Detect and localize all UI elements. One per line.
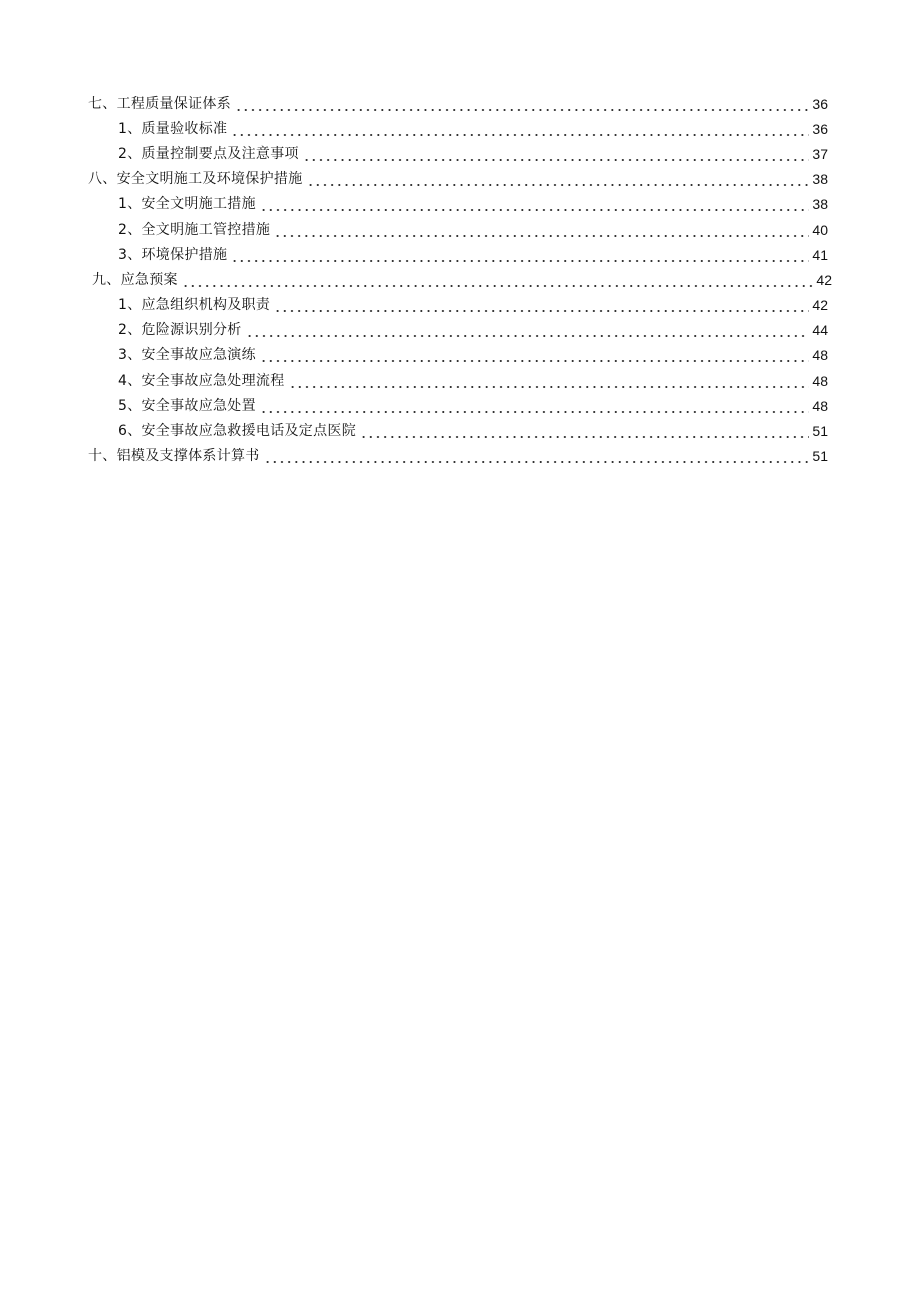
toc-entry-9-1[interactable] bbox=[0, 293, 920, 318]
toc-entry-page-number: 36 bbox=[812, 95, 828, 112]
dot-leader bbox=[231, 246, 809, 264]
toc-entry-9-2[interactable] bbox=[0, 318, 920, 343]
toc-entry-label: 6、安全事故应急救援电话及定点医院 bbox=[118, 423, 357, 440]
dot-leader bbox=[274, 296, 809, 314]
toc-entry-7-1[interactable] bbox=[0, 116, 920, 141]
dot-leader bbox=[274, 221, 809, 239]
toc-entry-page-number: 38 bbox=[812, 196, 828, 213]
table-of-contents bbox=[0, 91, 920, 469]
toc-entry-label: 九、应急预案 bbox=[92, 271, 178, 288]
dot-leader bbox=[231, 120, 809, 138]
toc-entry-label: 八、安全文明施工及环境保护措施 bbox=[88, 171, 303, 188]
toc-entry-label: 3、环境保护措施 bbox=[118, 246, 228, 263]
toc-entry-page-number: 37 bbox=[812, 145, 828, 162]
toc-entry-page-number: 48 bbox=[812, 397, 828, 414]
toc-entry-page-number: 51 bbox=[812, 448, 828, 465]
dot-leader bbox=[303, 145, 809, 163]
toc-entry-label: 七、工程质量保证体系 bbox=[88, 95, 231, 112]
toc-entry-8-3[interactable] bbox=[0, 242, 920, 267]
toc-entry-page-number: 48 bbox=[812, 372, 828, 389]
toc-entry-9-6[interactable] bbox=[0, 418, 920, 443]
dot-leader bbox=[260, 346, 809, 364]
toc-entry-9-4[interactable] bbox=[0, 368, 920, 393]
toc-entry-label: 1、应急组织机构及职责 bbox=[118, 297, 271, 314]
toc-entry-label: 1、质量验收标准 bbox=[118, 120, 228, 137]
dot-leader bbox=[235, 95, 809, 113]
toc-entry-label: 4、安全事故应急处理流程 bbox=[118, 372, 285, 389]
toc-entry-page-number: 38 bbox=[812, 171, 828, 188]
toc-entry-chapter-7[interactable] bbox=[0, 91, 920, 116]
toc-entry-page-number: 36 bbox=[812, 120, 828, 137]
toc-entry-label: 十、铝模及支撑体系计算书 bbox=[88, 448, 260, 465]
toc-entry-9-5[interactable] bbox=[0, 393, 920, 418]
toc-entry-label: 1、安全文明施工措施 bbox=[118, 196, 256, 213]
toc-entry-page-number: 42 bbox=[816, 271, 832, 288]
toc-entry-8-2[interactable] bbox=[0, 217, 920, 242]
dot-leader bbox=[260, 397, 809, 415]
toc-entry-label: 2、全文明施工管控措施 bbox=[118, 221, 271, 238]
toc-entry-page-number: 42 bbox=[812, 297, 828, 314]
toc-entry-page-number: 40 bbox=[812, 221, 828, 238]
toc-entry-chapter-9[interactable] bbox=[0, 267, 920, 292]
dot-leader bbox=[246, 321, 809, 339]
toc-entry-label: 2、质量控制要点及注意事项 bbox=[118, 145, 299, 162]
dot-leader bbox=[289, 372, 809, 390]
dot-leader bbox=[307, 170, 810, 188]
toc-entry-8-1[interactable] bbox=[0, 192, 920, 217]
toc-entry-7-2[interactable] bbox=[0, 141, 920, 166]
dot-leader bbox=[182, 271, 813, 289]
toc-entry-label: 2、危险源识别分析 bbox=[118, 322, 242, 339]
toc-entry-page-number: 44 bbox=[812, 322, 828, 339]
dot-leader bbox=[260, 195, 809, 213]
dot-leader bbox=[264, 447, 809, 465]
toc-entry-page-number: 48 bbox=[812, 347, 828, 364]
toc-entry-chapter-10[interactable] bbox=[0, 444, 920, 469]
toc-entry-9-3[interactable] bbox=[0, 343, 920, 368]
toc-entry-chapter-8[interactable] bbox=[0, 167, 920, 192]
toc-entry-page-number: 51 bbox=[812, 423, 828, 440]
dot-leader bbox=[360, 422, 809, 440]
toc-entry-label: 5、安全事故应急处置 bbox=[118, 397, 256, 414]
toc-entry-label: 3、安全事故应急演练 bbox=[118, 347, 256, 364]
toc-entry-page-number: 41 bbox=[812, 246, 828, 263]
